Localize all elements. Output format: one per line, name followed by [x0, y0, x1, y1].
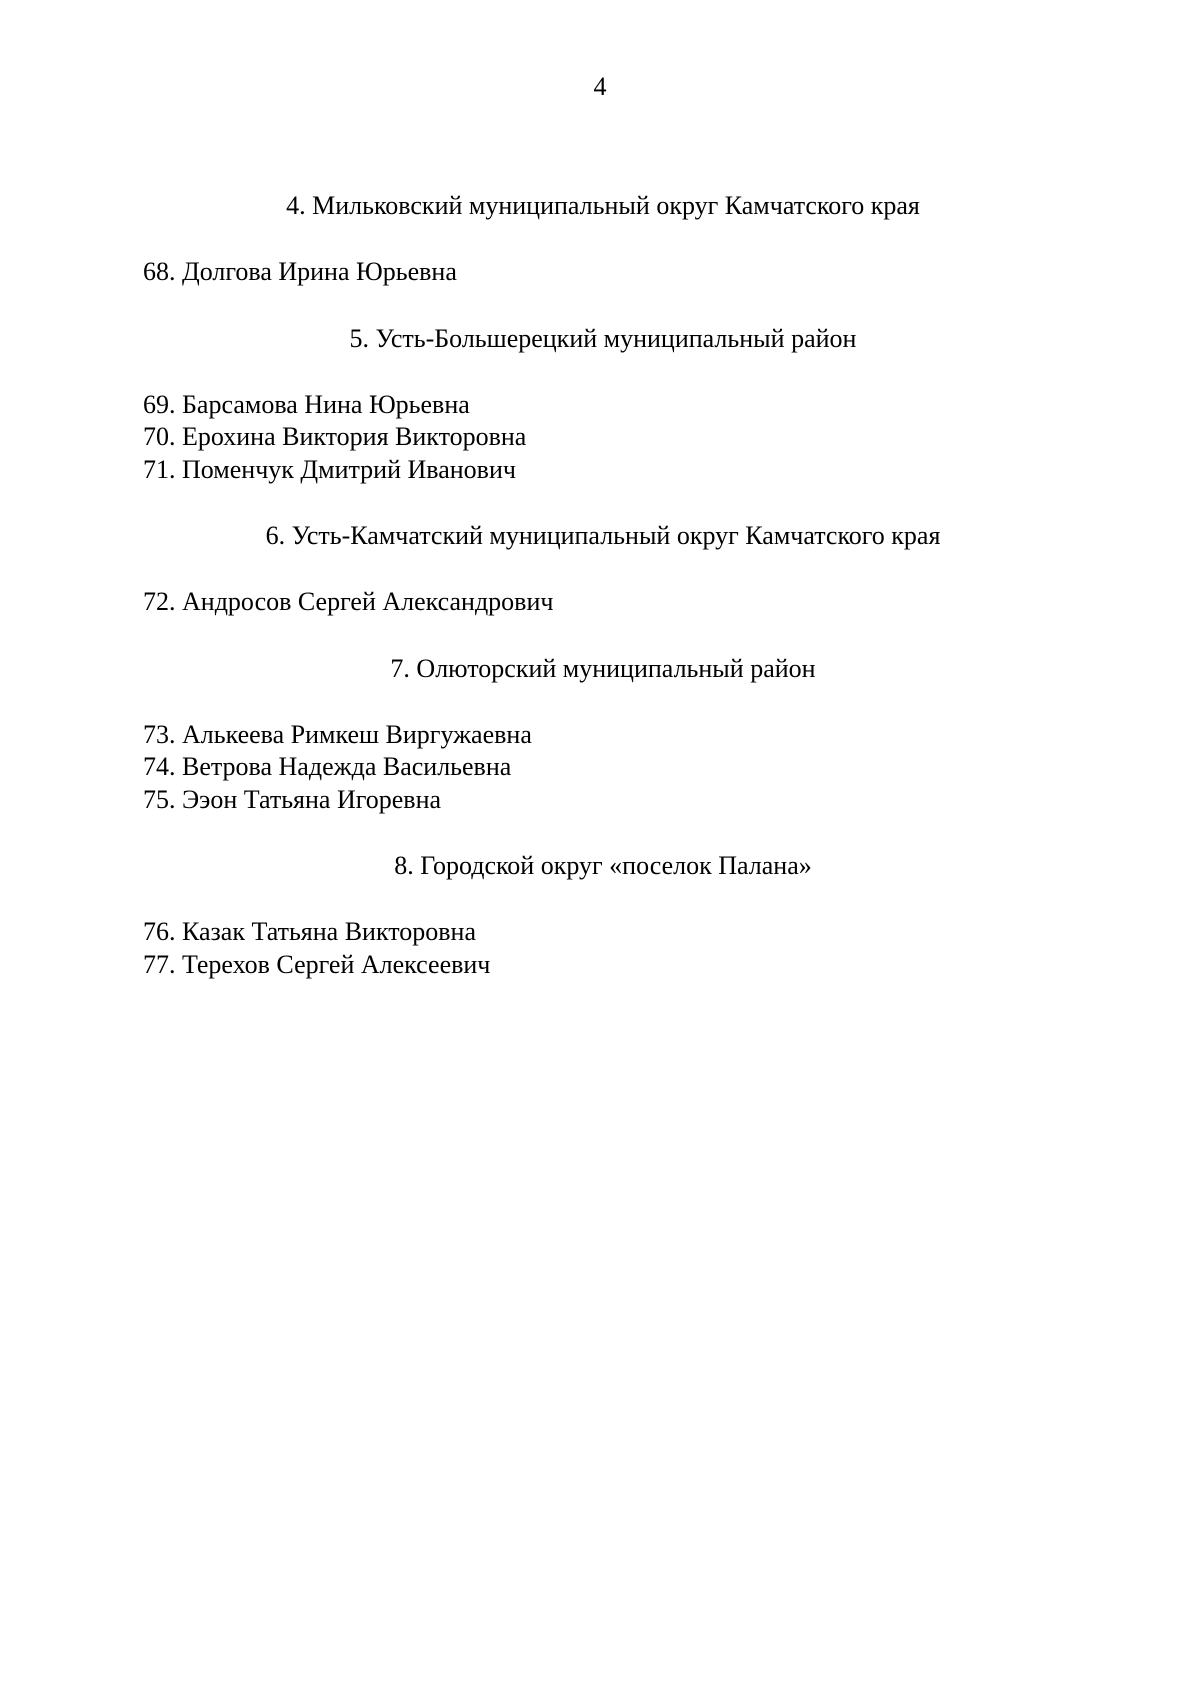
name-list	[143, 719, 1063, 817]
item-number: 69.	[143, 389, 176, 419]
section-heading: 7. Олюторский муниципальный район	[390, 653, 816, 683]
section-ust-kamchatsky	[143, 520, 1063, 619]
person-name: Казак Татьяна Викторовна	[182, 917, 477, 946]
person-name: Терехов Сергей Алексеевич	[182, 949, 491, 979]
list-item	[143, 586, 1063, 619]
section-ust-bolsheretsky	[143, 323, 1063, 487]
list-item	[143, 454, 1063, 487]
item-number: 75.	[143, 784, 176, 814]
name-list	[143, 389, 1063, 487]
section-heading: 4. Мильковский муниципальный округ Камчатского края	[286, 191, 920, 220]
person-name: Долгова Ирина Юрьевна	[182, 257, 457, 286]
section-heading: 5. Усть-Большерецкий муниципальный район	[349, 323, 857, 353]
item-number: 77.	[143, 949, 176, 979]
section-milkovsky	[143, 190, 1063, 289]
list-item	[143, 421, 1063, 454]
list-item	[143, 389, 1063, 422]
name-list	[143, 256, 1063, 289]
person-name: Барсамова Нина Юрьевна	[182, 389, 470, 419]
section-heading: 8. Городской округ «поселок Палана»	[394, 851, 812, 880]
item-number: 71.	[143, 454, 176, 484]
person-name: Ээон Татьяна Игоревна	[182, 784, 442, 814]
section-palana	[143, 850, 1063, 981]
name-list	[143, 916, 1063, 981]
section-olyutorsky	[143, 653, 1063, 817]
page-number: 4	[593, 72, 607, 101]
list-item	[143, 949, 1063, 982]
person-name: Ерохина Виктория Викторовна	[182, 422, 527, 451]
list-item	[143, 751, 1063, 784]
section-heading: 6. Усть-Камчатский муниципальный округ Камчатского края	[265, 521, 941, 550]
person-name: Поменчук Дмитрий Иванович	[182, 454, 516, 484]
item-number: 74.	[143, 752, 176, 781]
person-name: Алькеева Римкеш Виргужаевна	[182, 719, 532, 749]
document-body	[143, 190, 1063, 1015]
item-number: 73.	[143, 719, 176, 749]
list-item	[143, 719, 1063, 752]
list-item	[143, 784, 1063, 817]
list-item	[143, 916, 1063, 949]
item-number: 76.	[143, 917, 176, 946]
item-number: 72.	[143, 587, 176, 616]
person-name: Андросов Сергей Александрович	[182, 587, 554, 616]
item-number: 68.	[143, 257, 176, 286]
name-list	[143, 586, 1063, 619]
list-item	[143, 256, 1063, 289]
person-name: Ветрова Надежда Васильевна	[182, 752, 512, 781]
item-number: 70.	[143, 422, 176, 451]
